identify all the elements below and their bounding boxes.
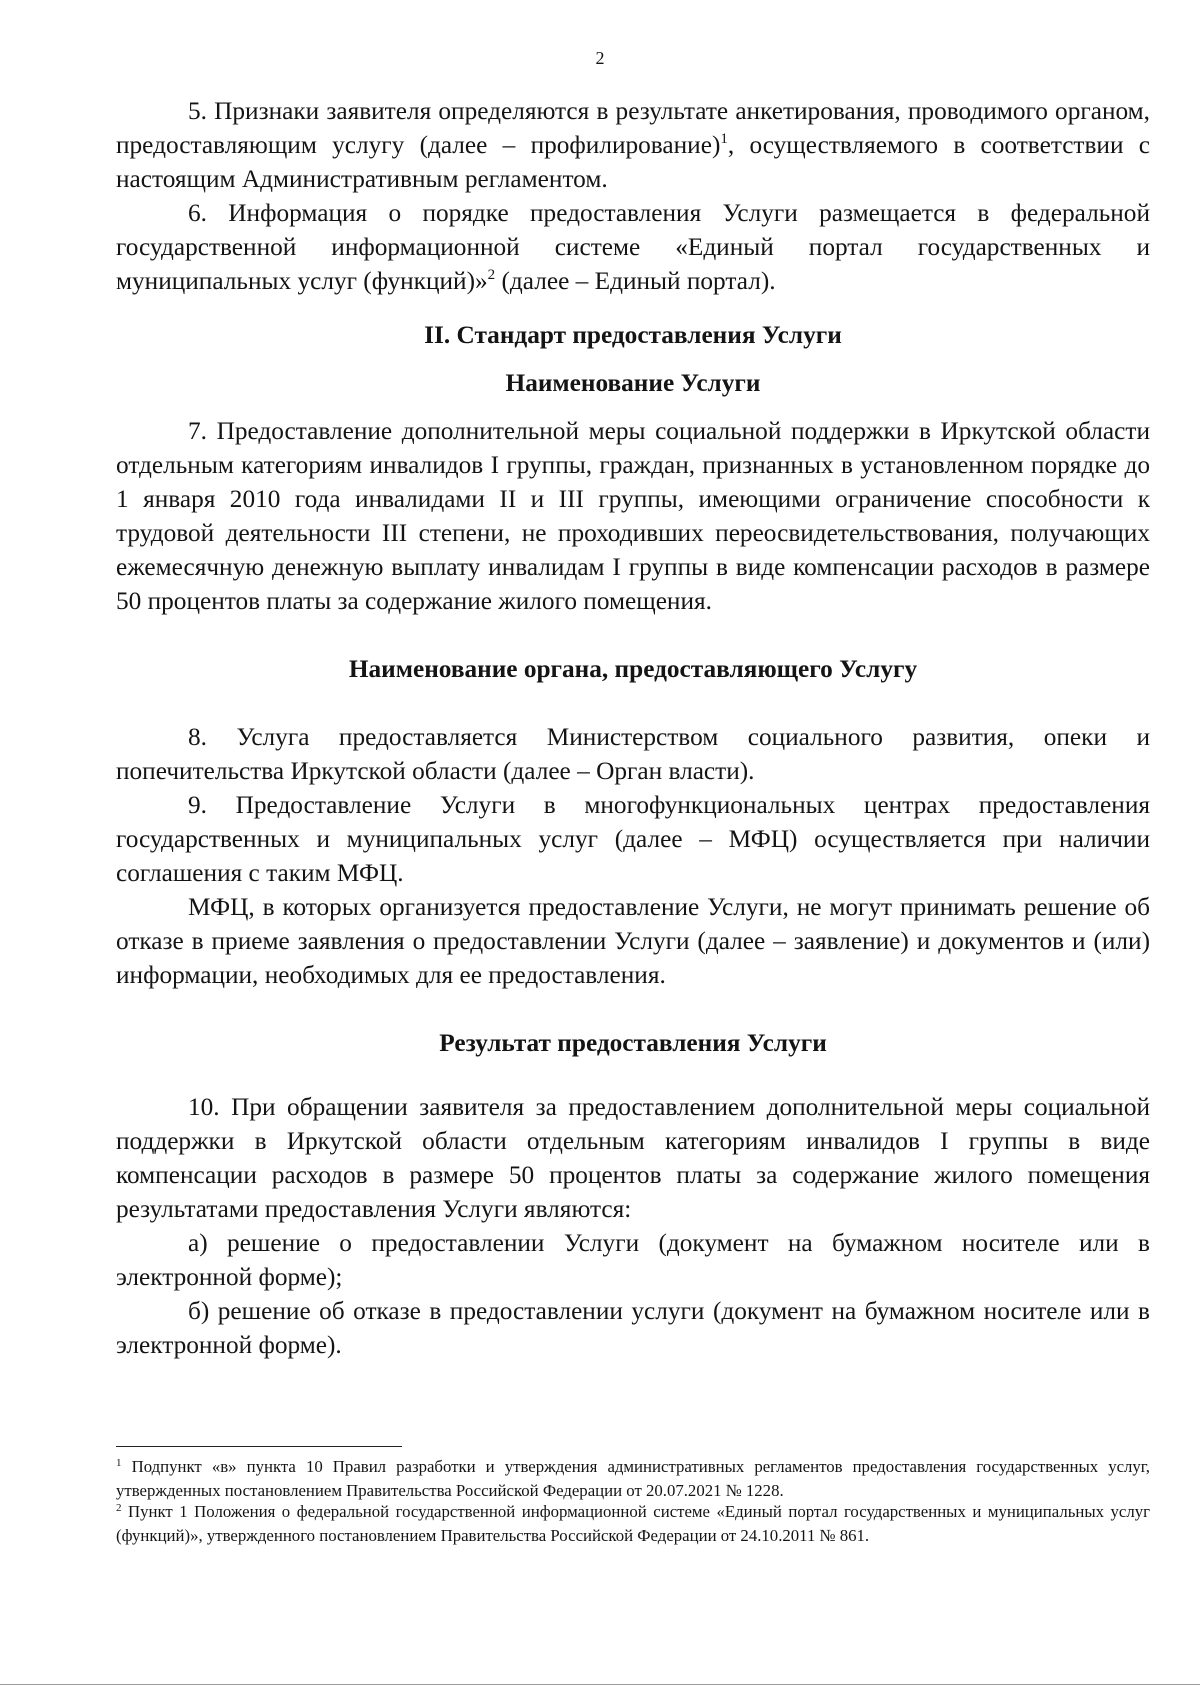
paragraph-6-text: 6. Информация о порядке предоставления Услуги размещается в федеральной государственной информационной системе «Единый портал государственных и муниципальных услуг (функций)» (116, 199, 1150, 295)
subheading-service-name: Наименование Услуги (505, 369, 761, 397)
paragraph-5-text: 5. Признаки заявителя определяются в результате анкетирования, проводимого органом, предоставляющим услугу (далее – профилирование) (116, 97, 1150, 159)
page-bottom-edge (0, 1684, 1200, 1685)
document-body (116, 94, 1150, 1362)
footnote-1 (116, 1456, 1150, 1501)
paragraph-7: 7. Предоставление дополнительной меры социальной поддержки в Иркутской области отдельным категориям инвалидов I группы, граждан, признанных в установленном порядке до 1 января 2010 года инвалидами II и III группы, имеющими ограничение способности к трудовой деятельности III степени, не проходивших переосвидетельствования, получающих ежемесячную денежную выплату инвалидам I группы в виде компенсации расходов в размере 50 процентов платы за содержание жилого помещения. (116, 417, 1150, 615)
paragraph-6 (116, 196, 1150, 298)
subheading-result: Результат предоставления Услуги (439, 1029, 827, 1057)
page-number: 2 (595, 48, 605, 68)
paragraph-9-mfc: МФЦ, в которых организуется предоставление Услуги, не могут принимать решение об отказе в приеме заявления о предоставлении Услуги (далее – заявление) и документов и (или) информации, необходимых для ее предоставления. (116, 893, 1150, 989)
paragraph-10-b: б) решение об отказе в предоставлении услуги (документ на бумажном носителе или в электронной форме). (116, 1297, 1150, 1359)
paragraph-10: 10. При обращении заявителя за предоставлением дополнительной меры социальной поддержки в Иркутской области отдельным категориям инвалидов I группы в виде компенсации расходов в размере 50 процентов платы за содержание жилого помещения результатами предоставления Услуги являются: (116, 1093, 1150, 1223)
footnote-ref-1: 1 (720, 131, 728, 147)
paragraph-5-tail: , осуществляемого в соответствии с настоящим Административным регламентом. (116, 131, 1150, 193)
paragraph-5 (116, 94, 1150, 196)
paragraph-9: 9. Предоставление Услуги в многофункциональных центрах предоставления государственных и муниципальных услуг (далее – МФЦ) осуществляется при наличии соглашения с таким МФЦ. (116, 791, 1150, 887)
paragraph-10-a: а) решение о предоставлении Услуги (документ на бумажном носителе или в электронной форме); (116, 1229, 1150, 1291)
footnote-text-1: Подпункт «в» пункта 10 Правил разработки и утверждения административных регламентов предоставления государственных услуг, утвержденных постановлением Правительства Российской Федерации от 20.07.2021 № 1228. (116, 1457, 1150, 1500)
footnote-separator (116, 1446, 402, 1447)
footnote-mark-1: 1 (116, 1457, 122, 1469)
paragraph-6-tail: (далее – Единый портал). (495, 267, 776, 295)
footnote-2 (116, 1501, 1150, 1546)
subheading-authority: Наименование органа, предоставляющего Услугу (348, 655, 918, 683)
section-heading: II. Стандарт предоставления Услуги (424, 321, 842, 349)
footnote-ref-2: 2 (487, 267, 496, 283)
footnotes (116, 1456, 1150, 1546)
footnote-text-2: Пункт 1 Положения о федеральной государственной информационной системе «Единый портал государственных и муниципальных услуг (функций)», утвержденного постановлением Правительства Российской Федерации от 24.10.2011 № 861. (116, 1502, 1150, 1545)
paragraph-8: 8. Услуга предоставляется Министерством социального развития, опеки и попечительства Иркутской области (далее – Орган власти). (116, 723, 1150, 785)
footnote-mark-2: 2 (116, 1502, 122, 1514)
